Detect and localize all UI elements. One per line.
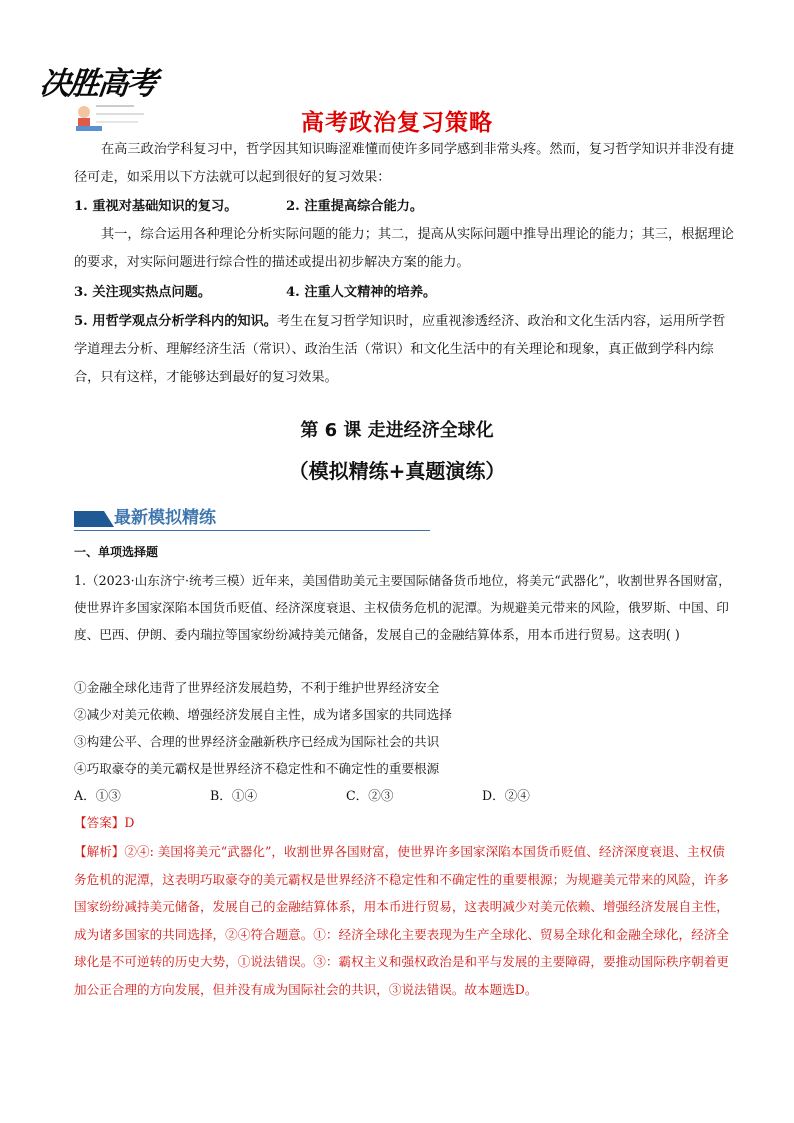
- tip-5-text: 考生在复习哲学知识时，应重视渗透经济、政治和文化生活内容，运用所学哲学道理去分析、理解经济生活（常识）、政治生活（常识）和文化生活中的有关理论和现象，真正做到学科内综合，只有这样，才能够达到最好的复习效果。: [74, 314, 726, 385]
- section-label: 最新模拟精练: [114, 508, 216, 528]
- lesson-title: 第 6 课 走进经济全球化: [300, 420, 494, 441]
- tip-3: 3. 关注现实热点问题。: [74, 285, 212, 300]
- tip-5-heading: 5. 用哲学观点分析学科内的知识。: [74, 314, 277, 329]
- tip-4: 4. 注重人文精神的培养。: [286, 285, 437, 300]
- statement-2: ②减少对美元依赖、增强经济发展自主性，成为诸多国家的共同选择: [74, 707, 452, 722]
- statement-1: ①金融全球化违背了世界经济发展趋势，不利于维护世界经济安全: [74, 680, 440, 695]
- section-header: [74, 507, 430, 531]
- option-c: C．②③: [346, 788, 394, 803]
- option-b: B．①④: [210, 788, 258, 803]
- answer: 【答案】D: [74, 815, 135, 830]
- question-stem: 1.（2023·山东济宁·统考三模）近年来，美国借助美元主要国际储备货币地位，将美元“武器化”，收割世界各国财富，使世界许多国家深陷本国货币贬值、经济深度衰退、主权债务危机的泥潭。为规避美元带来的风险，俄罗斯、中国、印度、巴西、伊朗、委内瑞拉等国家纷纷减持美元储备，发展自己的金融结算体系，用本币进行贸易。这表明( ): [74, 573, 731, 642]
- lesson-subtitle: （模拟精练+真题演练）: [288, 459, 506, 483]
- section-marker-shape: [74, 511, 114, 527]
- tip-1: 1. 重视对基础知识的复习。: [74, 199, 238, 214]
- statement-4: ④巧取豪夺的美元霸权是世界经济不稳定性和不确定性的重要根源: [74, 761, 440, 776]
- section-underline: [74, 530, 430, 531]
- option-a: A．①③: [74, 788, 121, 803]
- statement-3: ③构建公平、合理的世界经济金融新秩序已经成为国际社会的共识: [74, 734, 440, 749]
- logo-text: 决胜高考: [37, 66, 158, 102]
- option-d: D．②④: [482, 788, 530, 803]
- page-title: 高考政治复习策略: [301, 110, 493, 136]
- tip-2-detail: 其一，综合运用各种理论分析实际问题的能力；其二，提高从实际问题中推导出理论的能力；其三，根据理论的要求，对实际问题进行综合性的描述或提出初步解决方案的能力。: [74, 227, 734, 270]
- analysis: 【解析】②④: 美国将美元“武器化”，收割世界各国财富，使世界许多国家深陷本国货币贬值、经济深度衰退、主权债务危机的泥潭，这表明巧取豪夺的美元霸权是世界经济不稳定性和不确定性的重要根源；为规避美元带来的风险，许多国家纷纷减持美元储备，发展自己的金融结算体系，用本币进行贸易，这表明减少对美元依赖、增强经济发展自主性，成为诸多国家的共同选择，②④符合题意。①：经济全球化主要表现为生产全球化、贸易全球化和金融全球化，经济全球化是不可逆转的历史大势，①说法错误。③：霸权主义和强权政治是和平与发展的主要障碍，要推动国际秩序朝着更加公正合理的方向发展，但并没有成为国际社会的共识，③说法错误。故本题选D。: [74, 844, 729, 997]
- part-heading: 一、单项选择题: [74, 545, 159, 559]
- tip-5: [74, 308, 734, 392]
- intro-paragraph: 在高三政治学科复习中，哲学因其知识晦涩难懂而使许多同学感到非常头疼。然而，复习哲学知识并非没有捷径可走，如采用以下方法就可以起到很好的复习效果：: [74, 142, 734, 185]
- tip-2: 2. 注重提高综合能力。: [286, 199, 424, 214]
